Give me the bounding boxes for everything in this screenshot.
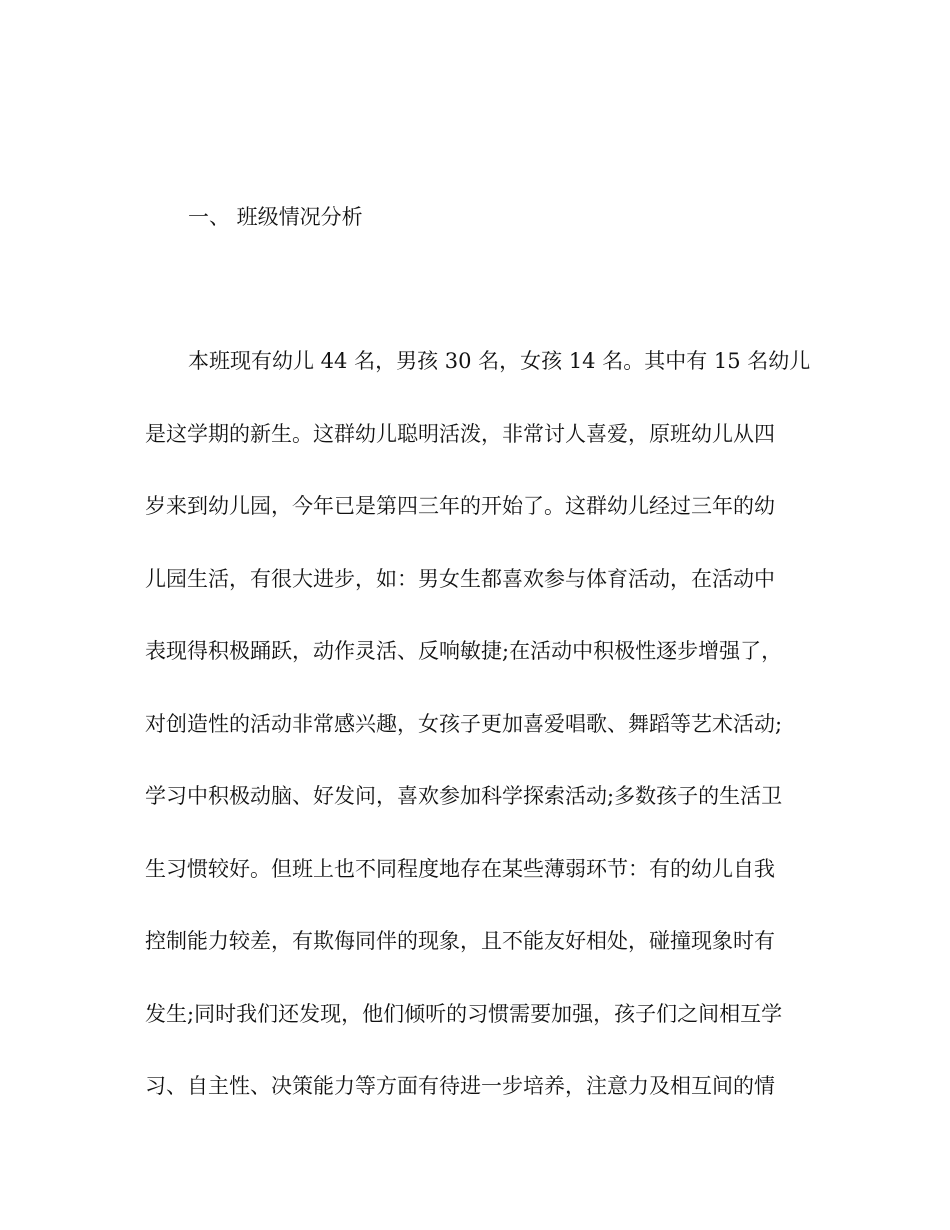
paragraph-line: 岁来到幼儿园，今年已是第四三年的开始了。这群幼儿经过三年的幼 (145, 494, 775, 518)
section-heading: 一、 班级情况分析 (188, 205, 363, 229)
paragraph-line: 生习惯较好。但班上也不同程度地存在某些薄弱环节：有的幼儿自我 (145, 856, 775, 881)
paragraph-line: 发生;同时我们还发现，他们倾听的习惯需要加强，孩子们之间相互学 (145, 1001, 783, 1026)
paragraph-line: 控制能力较差，有欺侮同伴的现象，且不能友好相处，碰撞现象时有 (145, 929, 775, 953)
paragraph-line: 学习中积极动脑、好发问，喜欢参加科学探索活动;多数孩子的生活卫 (145, 784, 783, 808)
paragraph-line: 儿园生活，有很大进步，如：男女生都喜欢参与体育活动，在活动中 (145, 566, 775, 591)
paragraph-line: 习、自主性、决策能力等方面有待进一步培养，注意力及相互间的情 (145, 1074, 775, 1098)
body-paragraph (145, 346, 815, 1144)
paragraph-line: 是这学期的新生。这群幼儿聪明活泼，非常讨人喜爱，原班幼儿从四 (145, 421, 775, 446)
paragraph-line: 本班现有幼儿 44 名，男孩 30 名，女孩 14 名。其中有 15 名幼儿 (188, 349, 811, 373)
paragraph-line: 表现得积极踊跃，动作灵活、反响敏捷;在活动中积极性逐步增强了， (145, 639, 783, 663)
paragraph-line: 对创造性的活动非常感兴趣，女孩子更加喜爱唱歌、舞蹈等艺术活动; (145, 711, 783, 736)
